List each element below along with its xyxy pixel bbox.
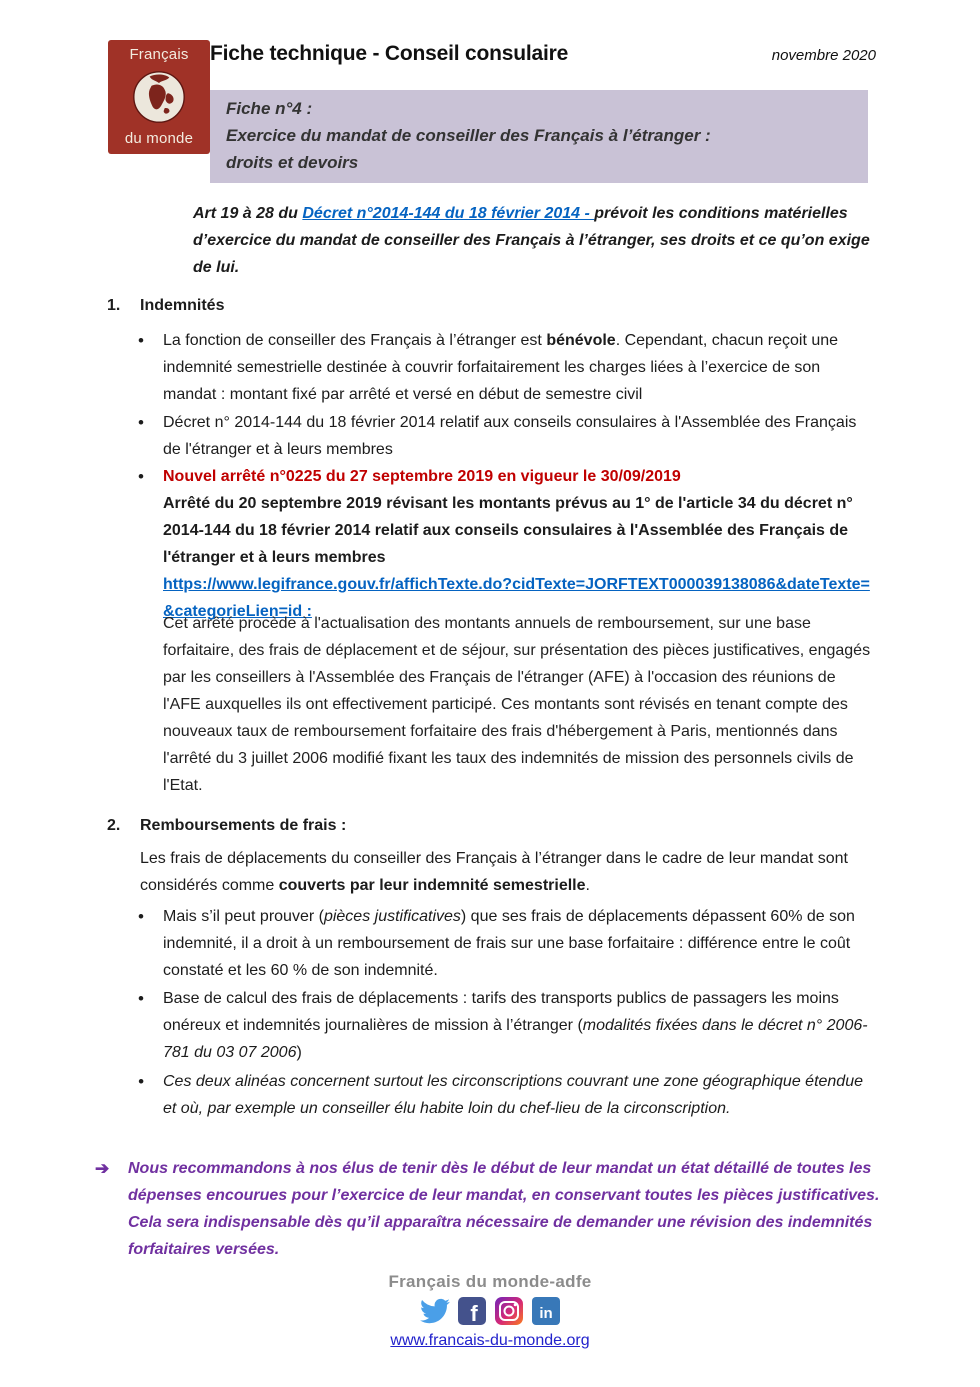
footer-title: Français du monde-adfe [388,1272,592,1291]
footer [0,1272,980,1350]
linkedin-icon[interactable] [531,1296,561,1326]
bullet-icon [138,463,144,491]
bullet-text: La fonction de conseiller des Français à l’étranger est [163,332,547,349]
svg-text:in: in [538,1305,553,1322]
bullet-text-rest: . Cependant, chacun reçoit une indemnité semestrielle destinée à couvrir forfaitairement les charges liées à l’exercice de son mandat : montant fixé par arrêté et versé en début de semestre civil [163,332,839,403]
intro-text-rest: prévoit les conditions matérielles d’exercice du mandat de conseiller des Français à l’étranger, ses droits et ce qu’on exige de lui. [193,205,870,276]
bullet-text-rest: ) [296,1044,302,1061]
list-item [163,463,875,625]
twitter-icon[interactable] [420,1296,450,1326]
section-1-heading [107,292,887,319]
document-header [210,42,876,66]
bullet-text: Base de calcul des frais de déplacements : tarifs des transports publics de passagers les moins onéreux et indemnités journalières de mission à l’étranger ( [163,990,839,1034]
fiche-number: Fiche n°4 : [226,99,313,118]
bullet-text-italic: modalités fixées dans le décret n° 2006-781 du 03 07 2006 [163,1017,868,1061]
bullet-text: Ces deux alinéas concernent surtout les circonscriptions couvrant une zone géographique étendue et où, par exemple un conseiller élu habite loin du chef-lieu de la circonscription. [163,1073,863,1117]
logo-text-bottom: du monde [124,130,194,147]
list-item [163,1068,875,1122]
francais-du-monde-logo [108,40,210,154]
intro-paragraph [193,200,880,281]
recommendation-note [128,1155,885,1263]
new-decree-label: Nouvel arrêté [163,468,266,485]
fiche-subject: Exercice du mandat de conseiller des Français à l’étranger : [226,126,711,145]
website-link[interactable]: www.francais-du-monde.org [390,1332,590,1349]
legifrance-url-link[interactable]: https://www.legifrance.gouv.fr/affichTexte.do?cidTexte=JORFTEXT000039138086&dateTexte=&categorieLien=id : [163,576,870,620]
instagram-icon[interactable] [494,1296,524,1326]
svg-text:f: f [469,1301,478,1326]
bullet-text: Mais s’il peut prouver ( [163,908,324,925]
bullet-icon [138,327,144,355]
social-icons-row [0,1296,980,1326]
bullet-icon [138,985,144,1013]
recommendation-text: Nous recommandons à nos élus de tenir dès le début de leur mandat un état détaillé de toutes les dépenses encourues pour l’exercice de leur mandat, en conservant toutes les pièces justificatives. Cela sera indispensable dès qu’il apparaîtra nécessaire de demander une révision des indemnités forfaitaires versées. [128,1160,880,1258]
list-item [163,327,875,408]
decret-link[interactable]: Décret n°2014-144 du 18 février 2014 - [302,205,595,222]
new-decree-highlight [163,468,681,485]
arrow-icon [95,1155,109,1183]
list-item [163,409,875,463]
globe-icon [131,69,187,125]
bullet-icon [138,903,144,931]
section-1-title: Indemnités [140,297,225,314]
section-2-title: Remboursements de frais : [140,817,347,834]
section-2-intro-text: Les frais de déplacements du conseiller des Français à l’étranger dans le cadre de leur mandat sont considérés comme [140,850,848,894]
section-2-heading [107,812,887,839]
intro-text: Art 19 à 28 du [193,205,303,222]
section-2-intro-end: . [585,877,590,894]
section-2-number: 2. [107,817,121,834]
section-2-intro-bold: couverts par leur indemnité semestrielle [278,877,586,894]
document-date: novembre 2020 [771,47,876,64]
bullet-text-italic: pièces justificatives [323,908,461,925]
logo-text-top: Français [129,46,189,63]
facebook-icon[interactable] [457,1296,487,1326]
decree-description: Arrêté du 20 septembre 2019 révisant les montants prévus au 1° de l'article 34 du décret n° 2014-144 du 18 février 2014 relatif aux conseils consulaires à l'Assemblée des Français de l'étranger et à leurs membres [163,495,853,566]
bullet-icon [138,409,144,437]
page-title: Fiche technique - Conseil consulaire [210,42,569,65]
fiche-subject-2: droits et devoirs [226,153,359,172]
bullet-text: Décret n° 2014-144 du 18 février 2014 relatif aux conseils consulaires à l'Assemblée des Français de l'étranger et à leurs membres [163,414,857,458]
bullet-text-rest: ) que ses frais de déplacements dépassent 60% de son indemnité, il a droit à un remboursement de frais sur une base forfaitaire : différence entre le coût constaté et les 60 % de son indemnité. [163,908,855,979]
bullet-icon [138,1068,144,1096]
section-2-intro [140,845,875,899]
section-1-number: 1. [107,297,121,314]
new-decree-detail: n°0225 du 27 septembre 2019 en vigueur le 30/09/2019 [265,468,681,485]
list-item [163,903,875,984]
list-item [163,985,875,1066]
bullet-text-bold: bénévole [546,332,616,349]
decree-explanation-paragraph: Cet arrêté procède à l'actualisation des montants annuels de remboursement, sur une base forfaitaire, des frais de déplacement et de séjour, sur présentation des pièces justificatives, engagés par les conseillers à l'Assemblée des Français de l'étranger (AFE) à l'occasion des réunions de l'AFE auxquelles ils ont effectivement participé. Ces montants sont révisés en tenant compte des nouveaux taux de remboursement forfaitaire des frais d'hébergement à Paris, mentionnés dans l'arrêté du 3 juillet 2006 modifié fixant les taux des indemnités de mission des personnels civils de l'Etat. [163,615,871,794]
fiche-title-box [210,90,868,183]
